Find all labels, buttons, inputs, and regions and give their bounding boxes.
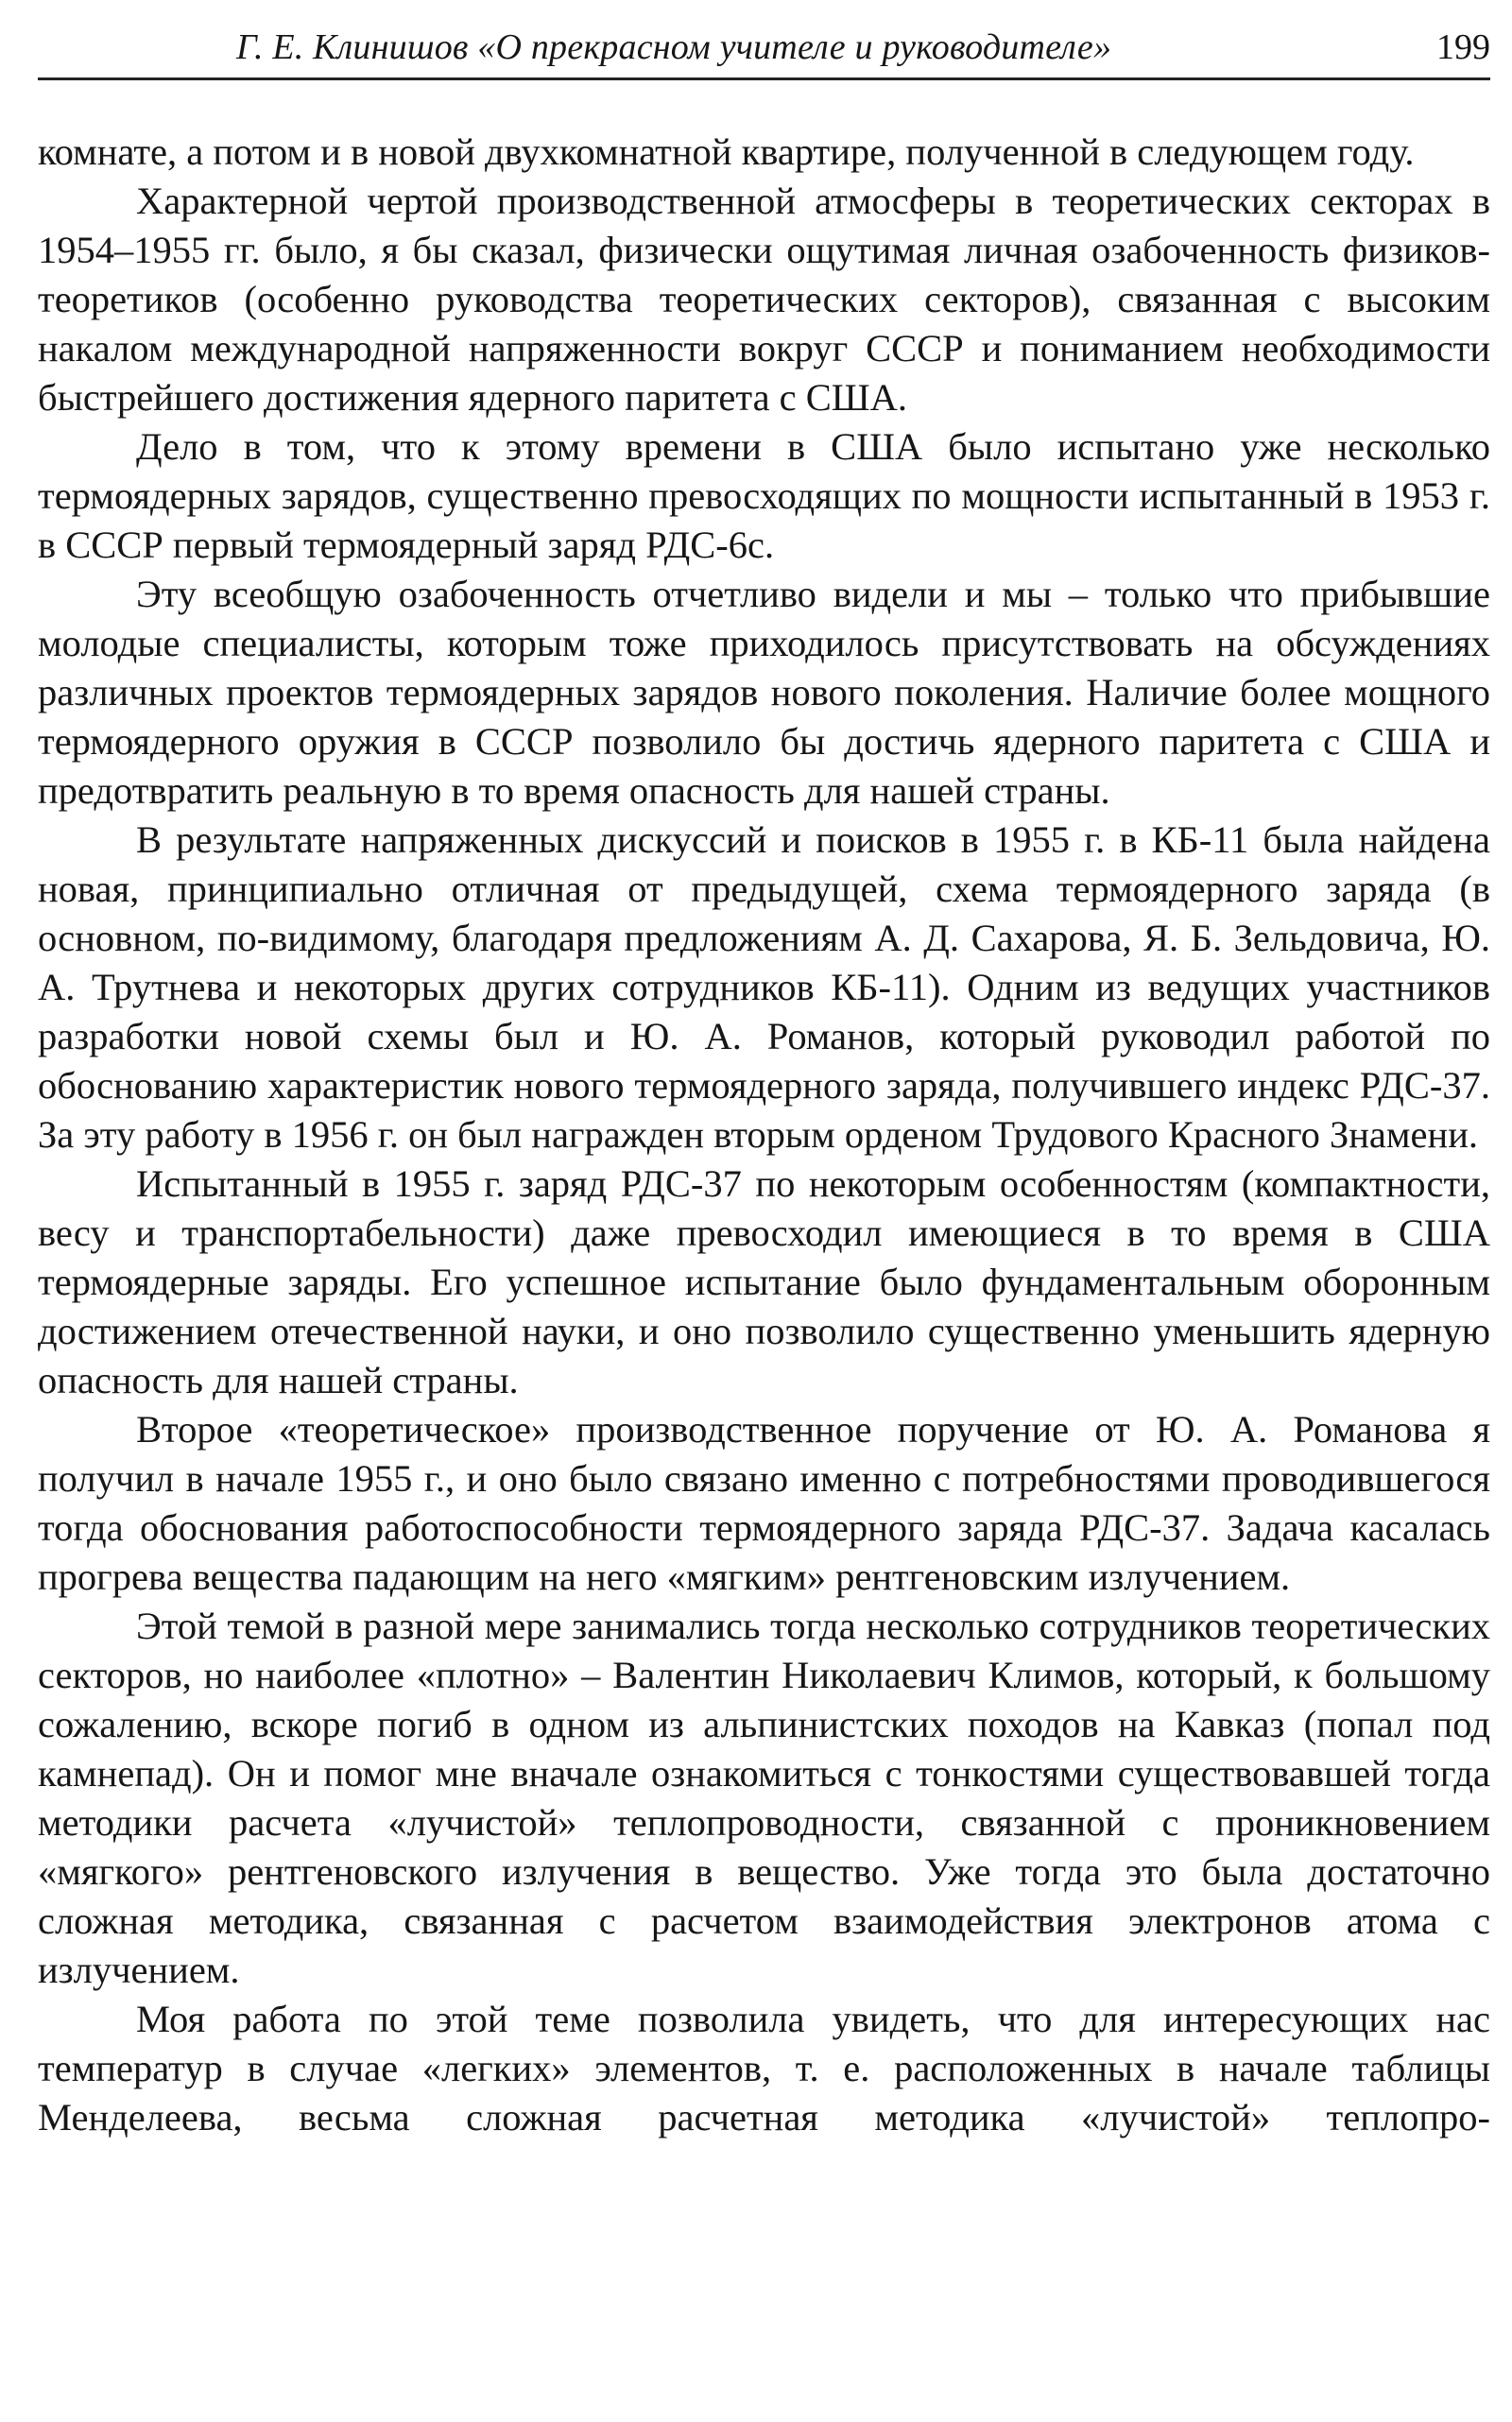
paragraph: комнате, а потом и в новой двухкомнатной квартире, полученной в следующем году.: [38, 130, 1415, 173]
paragraph: В результате напряженных дискуссий и поисков в 1955 г. в КБ-11 была найдена новая, принципиально отличная от предыдущей, схема термоядерного заряда (в основном, по-видимому, благодаря предложениям А. Д. Сахарова, Я. Б. Зельдовича, Ю. А. Трутнева и некоторых других сотрудников КБ-11). Одним из ведущих участников разработки новой схемы был и Ю. А. Романов, который руководил работой по обоснованию характеристик нового термоядерного заряда, получившего индекс РДС-37. За эту работу в 1956 г. он был награжден вторым орденом Трудового Красного Знамени.: [38, 818, 1490, 1156]
paragraph: Второе «теоретическое» производственное поручение от Ю. А. Романова я получил в начале 1955 г., и оно было связано именно с потребностями проводившегося тогда обоснования работоспособности термоядерного заряда РДС-37. Задача касалась прогрева вещества падающим на него «мягким» рентгеновским излучением.: [38, 1408, 1490, 1598]
paragraph: Дело в том, что к этому времени в США было испытано уже несколько термоядерных зарядов, существенно превосходящих по мощности испытанный в 1953 г. в СССР первый термоядерный заряд РДС-6с.: [38, 425, 1490, 566]
running-header: [38, 21, 1490, 77]
paragraph: Испытанный в 1955 г. заряд РДС-37 по некоторым особенностям (компактности, весу и транспортабельности) даже превосходил имеющиеся в то время в США термоядерные заряды. Его успешное испытание было фундаментальным оборонным достижением отечественной науки, и оно позволило существенно уменьшить ядерную опасность для нашей страны.: [38, 1162, 1490, 1401]
paragraph: Этой темой в разной мере занимались тогда несколько сотрудников теоретических секторов, но наиболее «плотно» – Валентин Николаевич Климов, который, к большому сожалению, вскоре погиб в одном из альпинистских походов на Кавказ (попал под камнепад). Он и помог мне вначале ознакомиться с тонкостями существовавшей тогда методики расчета «лучистой» теплопроводности, связанной с проникновением «мягкого» рентгеновского излучения в вещество. Уже тогда это была достаточно сложная методика, связанная с расчетом взаимодействия электронов атома с излучением.: [38, 1605, 1490, 1991]
paragraph: Эту всеобщую озабоченность отчетливо видели и мы – только что прибывшие молодые специалисты, которым тоже приходилось присутствовать на обсуждениях различных проектов термоядерных зарядов нового поколения. Наличие более мощного термоядерного оружия в СССР позволило бы достичь ядерного паритета с США и предотвратить реальную в то время опасность для нашей страны.: [38, 573, 1490, 812]
header-rule: [38, 77, 1490, 80]
paragraph: Моя работа по этой теме позволила увидеть, что для интересующих нас температур в случае «легких» элементов, т. е. расположенных в начале таблицы Менделеева, весьма сложная расчетная методика «лучистой» теплопро-: [38, 1998, 1490, 2139]
header-title: Г. Е. Клинишов «О прекрасном учителе и руководителе»: [236, 27, 1112, 67]
paragraph: Характерной чертой производственной атмосферы в теоретических секторах в 1954–1955 гг. было, я бы сказал, физически ощутимая личная озабоченность физиков-теоретиков (особенно руководства теоретических секторов), связанная с высоким накалом международной напряженности вокруг СССР и пониманием необходимости быстрейшего достижения ядерного паритета с США.: [38, 180, 1490, 419]
page-number: 199: [1436, 27, 1490, 67]
text-body: [38, 128, 1490, 2142]
